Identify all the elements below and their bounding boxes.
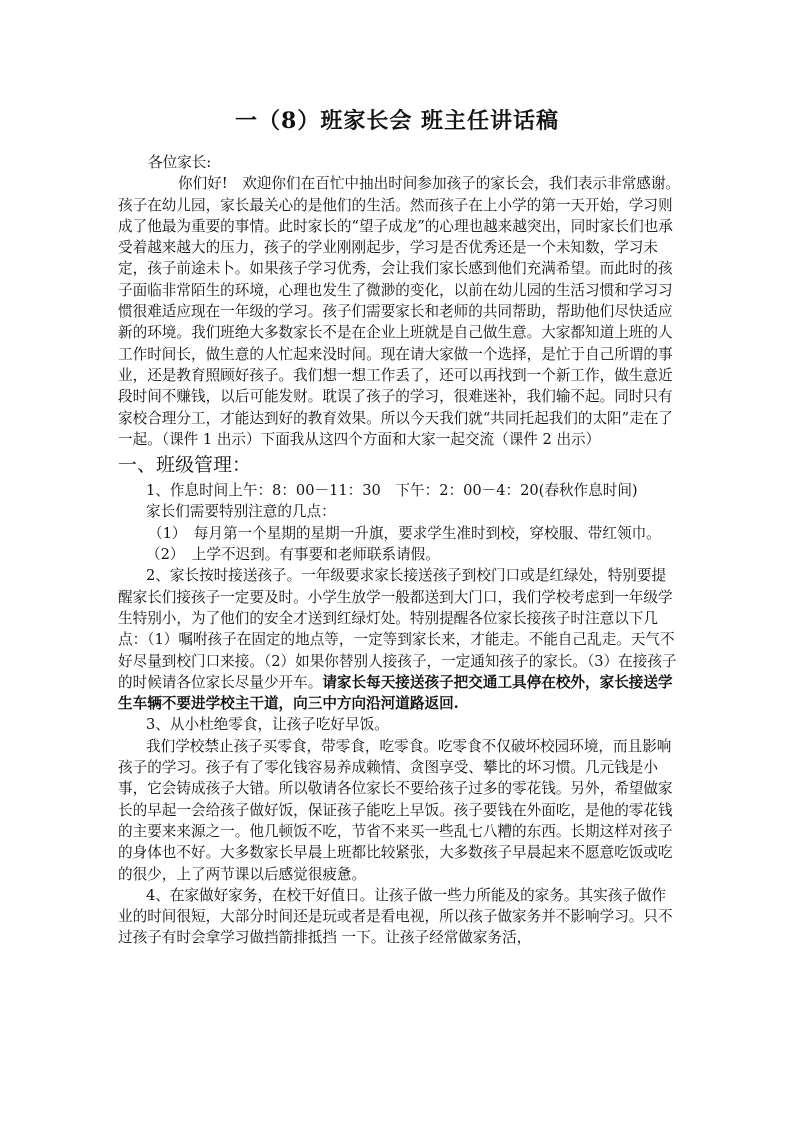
page-title: 一（8）班家长会 班主任讲话稿 — [235, 108, 559, 134]
greeting: 各位家长: — [148, 154, 212, 171]
item-pickup-text: 2、家长按时接送孩子。一年级要求家长接送孩子到校门口或是红绿处，特别要提醒家长们接孩子一定要及时。小学生放学一般都送到大门口，我们学校考虑到一年级学生特别小，为了他们的安全才送到红绿灯处。特别提醒各位家长接孩子时注意以下几点：（1）嘱咐孩子在固定的地点等，一定等到家长来，才能走。不能自己乱走。天气不好尽量到校门口来接。（2）如果你替别人接孩子，一定通知孩子的家长。（3）在接孩子的时候请各位家长尽量少开车。 — [118, 567, 677, 691]
item-schedule-point-2: （2） 上学不迟到。有事要和老师联系请假。 — [146, 546, 440, 564]
document-body — [118, 152, 702, 949]
item-schedule-point-1: （1） 每月第一个星期的星期一升旗，要求学生准时到校，穿校服、带红领巾。 — [148, 524, 661, 542]
item-snacks-body: 我们学校禁止孩子买零食，带零食，吃零食。吃零食不仅破坏校园环境，而且影响孩子的学习。孩子有了零化钱容易养成赖情、贪图享受、攀比的坏习惯。几元钱是小事，它会铸成孩子大错。所以敬请各位家长不要给孩子过多的零花钱。另外，希望做家长的早起一会给孩子做好饭，保证孩子能吃上早饭。孩子要钱在外面吃，是他的零花钱的主要来来源之一。他几顿饭不吃，节省不来买一些乱七八糟的东西。长期这样对孩子的身体也不好。大多数家长早晨上班都比较紧张，大多数孩子早晨起来不愿意吃饭或吃的很少，上了两节课以后感觉很疲惫。 — [118, 737, 673, 883]
item-snacks: 3、从小杜绝零食，让孩子吃好早饭。 — [146, 716, 389, 734]
item-chores: 4、在家做好家务，在校干好值日。让孩子做一些力所能及的家务。其实孩子做作业的时间很短，大部分时间还是玩或者是看电视，所以孩子做家务并不影响学习。只不过孩子有时会拿学习做挡箭排抵挡 一下。让孩子经常做家务活， — [118, 886, 673, 947]
item-schedule: 1、作息时间上午：8：00－11：30 下午：2：00－4：20(春秋作息时间) — [146, 482, 638, 500]
intro-paragraph — [118, 173, 702, 450]
intro-opening: 你们好! — [178, 175, 228, 193]
section-heading: 一、班级管理： — [118, 454, 252, 477]
item-pickup — [118, 565, 678, 714]
item-pickup-bold-note: 请家长每天接送孩子把交通工具停在校外，家长接送学生车辆不要进学校主干道，向三中方向沿河道路返回. — [118, 673, 673, 713]
item-schedule-note: 家长们需要特别注意的几点： — [146, 503, 336, 521]
intro-body: 欢迎你们在百忙中抽出时间参加孩子的家长会，我们表示非常感谢。 孩子在幼儿园，家长最关心的是他们的生活。然而孩子在上小学的第一天开始，学习则成了他最为重要的事情。此时家长的“望子成龙”的心理也越来越突出，同时家长们也承受着越来越大的压力，孩子的学业刚刚起步，学习是否优秀还是一个未知数，学习未定，孩子前途未卜。如果孩子学习优秀，会让我们家长感到他们充满希望。而此时的孩子面临非常陌生的环境，心理也发生了微渺的变化，以前在幼儿园的生活习惯和学习习惯很难适应现在一年级的学习。孩子们需要家长和老师的共同帮助，帮助他们尽快适应新的环境。我们班绝大多数家长不是在企业上班就是自己做生意。大家都知道上班的人工作时间长，做生意的人忙起来没时间。现在请大家做一个选择，是忙于自己所谓的事业，还是教育照顾好孩子。我们想一想工作丢了，还可以再找到一个新工作，做生意近段时间不赚钱，以后可能发财。耽误了孩子的学习，很难迷补，我们输不起。同时只有家校合理分工，才能达到好的教育效果。所以今天我们就“共同托起我们的太阳”走在了一起。（课件 1 出示）下面我从这四个方面和大家一起交流（课件 2 出示） — [118, 175, 702, 448]
